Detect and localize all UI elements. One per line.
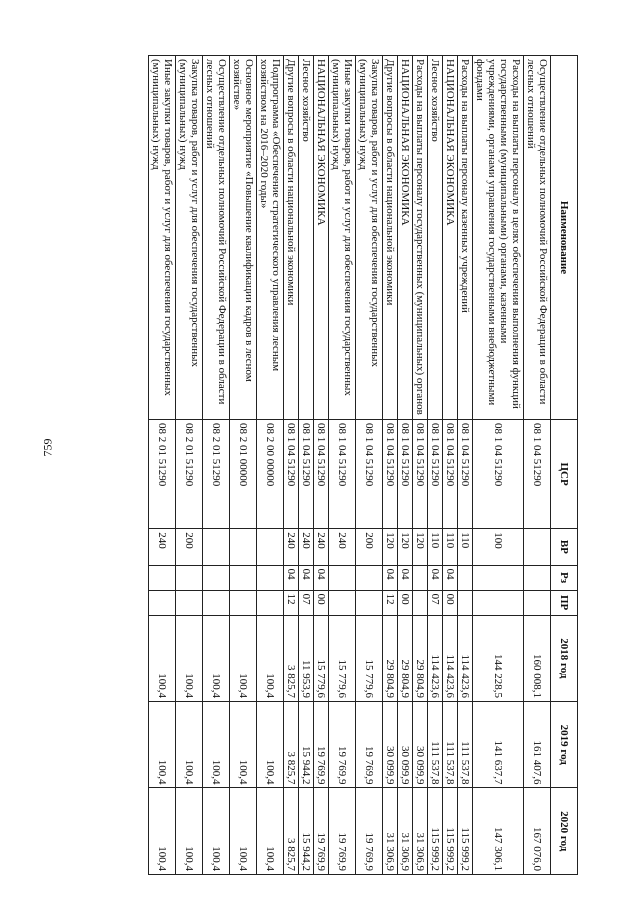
row-name: Подпрограмма «Обеспечение стратегического управления лесным хозяйством на 2016–2020 годы» — [257, 56, 284, 420]
row-value-2019: 161 407,6 — [524, 702, 551, 788]
table-row — [230, 56, 257, 875]
row-vr: 240 — [314, 529, 329, 565]
table-row — [443, 56, 458, 875]
row-name: Иные закупки товаров, работ и услуг для обеспечения государственных (муниципальных) нужд — [329, 56, 356, 420]
row-value-2020: 115 999,2 — [443, 788, 458, 875]
row-vr: 110 — [428, 529, 443, 565]
row-name: Иные закупки товаров, работ и услуг для обеспечения государственных (муниципальных) нужд — [149, 56, 176, 420]
row-value-2019: 15 944,2 — [299, 702, 314, 788]
row-value-2018: 100,4 — [176, 615, 203, 701]
row-pr: 12 — [284, 590, 299, 615]
row-vr: 200 — [356, 529, 383, 565]
row-value-2020: 31 306,9 — [398, 788, 413, 875]
row-name: Закупка товаров, работ и услуг для обеспечения государственных (муниципальных) нужд — [356, 56, 383, 420]
row-rz: 04 — [299, 565, 314, 590]
row-rz — [524, 565, 551, 590]
table-row — [257, 56, 284, 875]
row-value-2020: 167 076,0 — [524, 788, 551, 875]
row-value-2019: 30 099,9 — [413, 702, 428, 788]
row-csr: 08 1 04 51290 — [383, 420, 398, 529]
row-pr: 12 — [383, 590, 398, 615]
row-value-2018: 114 423,6 — [443, 615, 458, 701]
table-row — [473, 56, 524, 875]
row-rz — [356, 565, 383, 590]
row-value-2019: 100,4 — [257, 702, 284, 788]
row-value-2020: 115 999,2 — [458, 788, 473, 875]
row-pr — [413, 590, 428, 615]
row-vr: 240 — [329, 529, 356, 565]
row-rz — [149, 565, 176, 590]
row-name: Расходы на выплаты персоналу в целях обеспечения выполнения функций государственными (муниципальными) органами, казенными учреждениями, органами управления государственными внебюджетными фондами — [473, 56, 524, 420]
table-row — [428, 56, 443, 875]
page-number: 759 — [40, 438, 55, 457]
row-value-2018: 3 825,7 — [284, 615, 299, 701]
row-rz — [413, 565, 428, 590]
row-vr — [203, 529, 230, 565]
row-value-2018: 15 779,6 — [314, 615, 329, 701]
row-value-2018: 100,4 — [257, 615, 284, 701]
row-pr — [230, 590, 257, 615]
header-name: Наименование — [551, 56, 578, 420]
header-rz: Рз — [551, 565, 578, 590]
row-value-2019: 111 537,8 — [458, 702, 473, 788]
row-vr: 100 — [473, 529, 524, 565]
header-2020: 2020 год — [551, 788, 578, 875]
row-rz — [203, 565, 230, 590]
row-csr: 08 1 04 51290 — [284, 420, 299, 529]
row-value-2020: 19 769,9 — [329, 788, 356, 875]
row-csr: 08 2 01 00000 — [230, 420, 257, 529]
row-vr: 240 — [284, 529, 299, 565]
row-csr: 08 1 04 51290 — [524, 420, 551, 529]
row-pr — [356, 590, 383, 615]
row-name: НАЦИОНАЛЬНАЯ ЭКОНОМИКА — [443, 56, 458, 420]
table-row — [149, 56, 176, 875]
row-rz: 04 — [443, 565, 458, 590]
row-pr: 07 — [299, 590, 314, 615]
table-row — [383, 56, 398, 875]
row-value-2018: 160 008,1 — [524, 615, 551, 701]
row-value-2018: 15 779,6 — [356, 615, 383, 701]
row-value-2019: 30 099,9 — [383, 702, 398, 788]
row-value-2019: 19 769,9 — [314, 702, 329, 788]
row-value-2020: 100,4 — [257, 788, 284, 875]
row-pr — [176, 590, 203, 615]
table-row — [314, 56, 329, 875]
row-value-2020: 19 769,9 — [314, 788, 329, 875]
row-value-2018: 11 953,9 — [299, 615, 314, 701]
row-name: Закупка товаров, работ и услуг для обеспечения государственных (муниципальных) нужд — [176, 56, 203, 420]
row-vr — [230, 529, 257, 565]
row-value-2018: 100,4 — [203, 615, 230, 701]
row-csr: 08 1 04 51290 — [458, 420, 473, 529]
table-row — [176, 56, 203, 875]
row-pr — [329, 590, 356, 615]
row-name: Другие вопросы в области национальной экономики — [284, 56, 299, 420]
row-name: Лесное хозяйство — [299, 56, 314, 420]
row-value-2020: 3 825,7 — [284, 788, 299, 875]
table-row — [203, 56, 230, 875]
row-value-2018: 144 228,5 — [473, 615, 524, 701]
row-pr — [203, 590, 230, 615]
table-row — [329, 56, 356, 875]
row-rz — [230, 565, 257, 590]
row-rz — [257, 565, 284, 590]
row-csr: 08 2 01 51290 — [176, 420, 203, 529]
row-vr: 120 — [383, 529, 398, 565]
row-value-2020: 100,4 — [230, 788, 257, 875]
row-csr: 08 1 04 51290 — [443, 420, 458, 529]
row-csr: 08 1 04 51290 — [329, 420, 356, 529]
row-rz — [329, 565, 356, 590]
header-2018: 2018 год — [551, 615, 578, 701]
row-csr: 08 1 04 51290 — [413, 420, 428, 529]
row-value-2019: 3 825,7 — [284, 702, 299, 788]
row-rz: 04 — [383, 565, 398, 590]
row-value-2018: 100,4 — [230, 615, 257, 701]
row-rz: 04 — [314, 565, 329, 590]
row-value-2018: 114 423,6 — [458, 615, 473, 701]
table-row — [356, 56, 383, 875]
row-vr: 120 — [398, 529, 413, 565]
row-csr: 08 1 04 51290 — [356, 420, 383, 529]
row-value-2019: 111 537,8 — [443, 702, 458, 788]
row-csr: 08 2 01 51290 — [203, 420, 230, 529]
row-value-2020: 100,4 — [149, 788, 176, 875]
table-row — [413, 56, 428, 875]
row-value-2020: 100,4 — [176, 788, 203, 875]
header-row — [551, 56, 578, 875]
row-value-2019: 100,4 — [203, 702, 230, 788]
row-rz — [458, 565, 473, 590]
row-csr: 08 2 01 51290 — [149, 420, 176, 529]
row-vr: 240 — [299, 529, 314, 565]
row-pr: 07 — [428, 590, 443, 615]
row-rz: 04 — [284, 565, 299, 590]
row-value-2018: 29 804,9 — [383, 615, 398, 701]
row-pr — [257, 590, 284, 615]
row-csr: 08 1 04 51290 — [398, 420, 413, 529]
row-value-2020: 100,4 — [203, 788, 230, 875]
row-name: Основное мероприятие «Повышение квалификации кадров в лесном хозяйстве» — [230, 56, 257, 420]
row-pr — [524, 590, 551, 615]
table-row — [524, 56, 551, 875]
row-value-2020: 115 999,2 — [428, 788, 443, 875]
row-vr: 200 — [176, 529, 203, 565]
row-value-2020: 19 769,9 — [356, 788, 383, 875]
row-name: Осуществление отдельных полномочий Российской Федерации в области лесных отношений — [203, 56, 230, 420]
row-pr: 00 — [398, 590, 413, 615]
table-row — [299, 56, 314, 875]
row-rz — [473, 565, 524, 590]
row-vr: 110 — [458, 529, 473, 565]
table-row — [398, 56, 413, 875]
row-value-2019: 19 769,9 — [329, 702, 356, 788]
row-value-2019: 111 537,8 — [428, 702, 443, 788]
row-rz — [176, 565, 203, 590]
budget-table — [148, 55, 578, 875]
row-value-2018: 29 804,9 — [413, 615, 428, 701]
row-name: Расходы на выплаты персоналу казенных учреждений — [458, 56, 473, 420]
row-pr: 00 — [314, 590, 329, 615]
row-value-2019: 141 637,7 — [473, 702, 524, 788]
row-value-2020: 15 944,2 — [299, 788, 314, 875]
row-value-2019: 30 099,9 — [398, 702, 413, 788]
row-value-2019: 100,4 — [149, 702, 176, 788]
row-pr — [473, 590, 524, 615]
row-csr: 08 1 04 51290 — [299, 420, 314, 529]
row-rz: 04 — [398, 565, 413, 590]
row-vr — [524, 529, 551, 565]
row-name: Другие вопросы в области национальной экономики — [383, 56, 398, 420]
row-value-2018: 100,4 — [149, 615, 176, 701]
row-value-2019: 100,4 — [230, 702, 257, 788]
table-row — [284, 56, 299, 875]
header-pr: ПР — [551, 590, 578, 615]
row-vr: 110 — [443, 529, 458, 565]
rotated-page — [84, 55, 578, 875]
row-csr: 08 1 04 51290 — [473, 420, 524, 529]
row-pr — [149, 590, 176, 615]
row-name: Расходы на выплаты персоналу государственных (муниципальных) органов — [413, 56, 428, 420]
row-value-2019: 19 769,9 — [356, 702, 383, 788]
header-csr: ЦСР — [551, 420, 578, 529]
row-value-2019: 100,4 — [176, 702, 203, 788]
row-csr: 08 1 04 51290 — [314, 420, 329, 529]
row-name: НАЦИОНАЛЬНАЯ ЭКОНОМИКА — [314, 56, 329, 420]
row-rz: 04 — [428, 565, 443, 590]
row-name: Лесное хозяйство — [428, 56, 443, 420]
row-pr — [458, 590, 473, 615]
row-value-2018: 15 779,6 — [329, 615, 356, 701]
row-vr: 240 — [149, 529, 176, 565]
header-2019: 2019 год — [551, 702, 578, 788]
row-value-2018: 114 423,6 — [428, 615, 443, 701]
row-name: Осуществление отдельных полномочий Российской Федерации в области лесных отношений — [524, 56, 551, 420]
row-value-2020: 31 306,9 — [383, 788, 398, 875]
row-vr — [257, 529, 284, 565]
row-value-2018: 29 804,9 — [398, 615, 413, 701]
row-pr: 00 — [443, 590, 458, 615]
row-csr: 08 1 04 51290 — [428, 420, 443, 529]
row-csr: 08 2 00 00000 — [257, 420, 284, 529]
row-name: НАЦИОНАЛЬНАЯ ЭКОНОМИКА — [398, 56, 413, 420]
row-vr: 120 — [413, 529, 428, 565]
row-value-2020: 147 306,1 — [473, 788, 524, 875]
header-vr: ВР — [551, 529, 578, 565]
row-value-2020: 31 306,9 — [413, 788, 428, 875]
table-row — [458, 56, 473, 875]
